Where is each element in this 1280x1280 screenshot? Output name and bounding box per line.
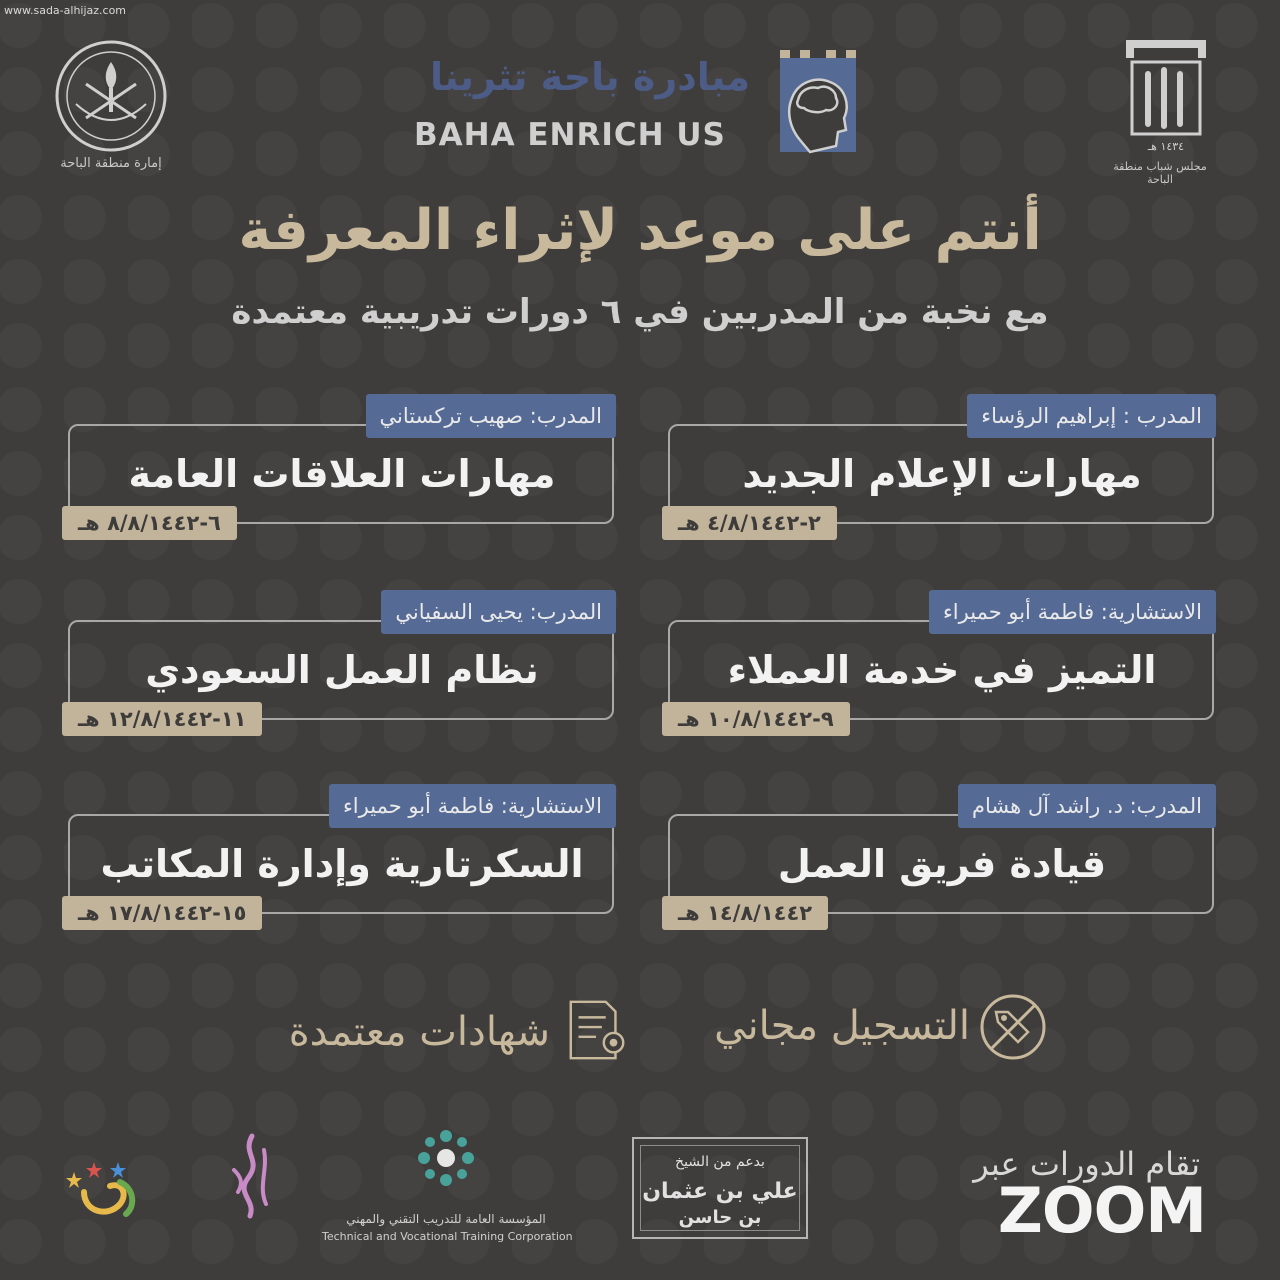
course-date-badge: ١٤/٨/١٤٤٢ هـ <box>662 896 828 930</box>
free-registration-text: التسجيل مجاني <box>714 1003 970 1049</box>
course-card <box>668 590 1216 740</box>
partner-calligraphy-logo-icon <box>222 1130 282 1230</box>
course-trainer-label: الاستشارية: فاطمة أبو حميراء <box>929 590 1216 634</box>
course-title: مهارات الإعلام الجديد <box>742 452 1142 496</box>
main-headline: أنتم على موعد لإثراء المعرفة <box>238 198 1042 263</box>
course-card <box>68 394 616 544</box>
tvtc-name-arabic: المؤسسة العامة للتدريب التقني والمهني <box>346 1212 546 1226</box>
initiative-logo-arabic: مبادرة باحة تثرينا <box>429 55 750 99</box>
left-emblem-caption: إمارة منطقة الباحة <box>60 156 162 171</box>
free-price-tag-icon <box>978 992 1048 1062</box>
course-date-badge: ٩-١٠/٨/١٤٤٢ هـ <box>662 702 850 736</box>
course-title: التميز في خدمة العملاء <box>727 648 1157 692</box>
course-trainer-label: الاستشارية: فاطمة أبو حميراء <box>329 784 616 828</box>
certificate-icon <box>562 996 632 1064</box>
zoom-logo-text: ZOOM <box>997 1174 1206 1247</box>
sponsor-line-1: بدعم من الشيخ <box>675 1154 765 1170</box>
partner-training-center-logo-icon <box>64 1152 154 1232</box>
sponsor-line-2: علي بن عثمان <box>642 1179 798 1204</box>
course-trainer-label: المدرب: صهيب تركستاني <box>366 394 616 438</box>
tvtc-logo-icon <box>414 1126 478 1190</box>
course-date-badge: ٢-٤/٨/١٤٤٢ هـ <box>662 506 837 540</box>
zoom-caption: تقام الدورات عبر <box>973 1145 1200 1183</box>
course-date-badge: ١٥-١٧/٨/١٤٤٢ هـ <box>62 896 262 930</box>
course-card <box>68 784 616 934</box>
course-title: السكرتارية وإدارة المكاتب <box>100 842 584 886</box>
course-trainer-label: المدرب: يحيى السفياني <box>381 590 616 634</box>
sponsor-box <box>632 1137 808 1239</box>
course-date-badge: ١١-١٢/٨/١٤٤٢ هـ <box>62 702 262 736</box>
initiative-logo-english: BAHA ENRICH US <box>414 117 726 153</box>
course-trainer-label: المدرب : إبراهيم الرؤساء <box>967 394 1216 438</box>
course-title: نظام العمل السعودي <box>145 648 539 692</box>
course-title: قيادة فريق العمل <box>777 842 1107 886</box>
course-card <box>668 394 1216 544</box>
svg-text:١٤٣٤ هـ: ١٤٣٤ هـ <box>1147 140 1185 153</box>
course-card <box>68 590 616 740</box>
sponsor-line-3: بن حاسن <box>678 1207 762 1228</box>
course-trainer-label: المدرب: د. راشد آل هشام <box>958 784 1216 828</box>
right-emblem-caption: مجلس شباب منطقة الباحة <box>1113 160 1207 186</box>
tvtc-name-english: Technical and Vocational Training Corporation <box>322 1230 573 1243</box>
baha-emirate-emblem-icon <box>52 38 170 158</box>
site-watermark: www.sada-alhijaz.com <box>4 4 127 17</box>
initiative-logo-mark-icon <box>770 48 866 160</box>
sub-headline: مع نخبة من المدربين في ٦ دورات تدريبية معتمدة <box>231 292 1049 332</box>
course-title: مهارات العلاقات العامة <box>128 452 556 496</box>
course-date-badge: ٦-٨/٨/١٤٤٢ هـ <box>62 506 237 540</box>
youth-council-logo-icon <box>1118 34 1214 174</box>
course-card <box>668 784 1216 934</box>
certificates-text: شهادات معتمدة <box>288 1009 550 1055</box>
